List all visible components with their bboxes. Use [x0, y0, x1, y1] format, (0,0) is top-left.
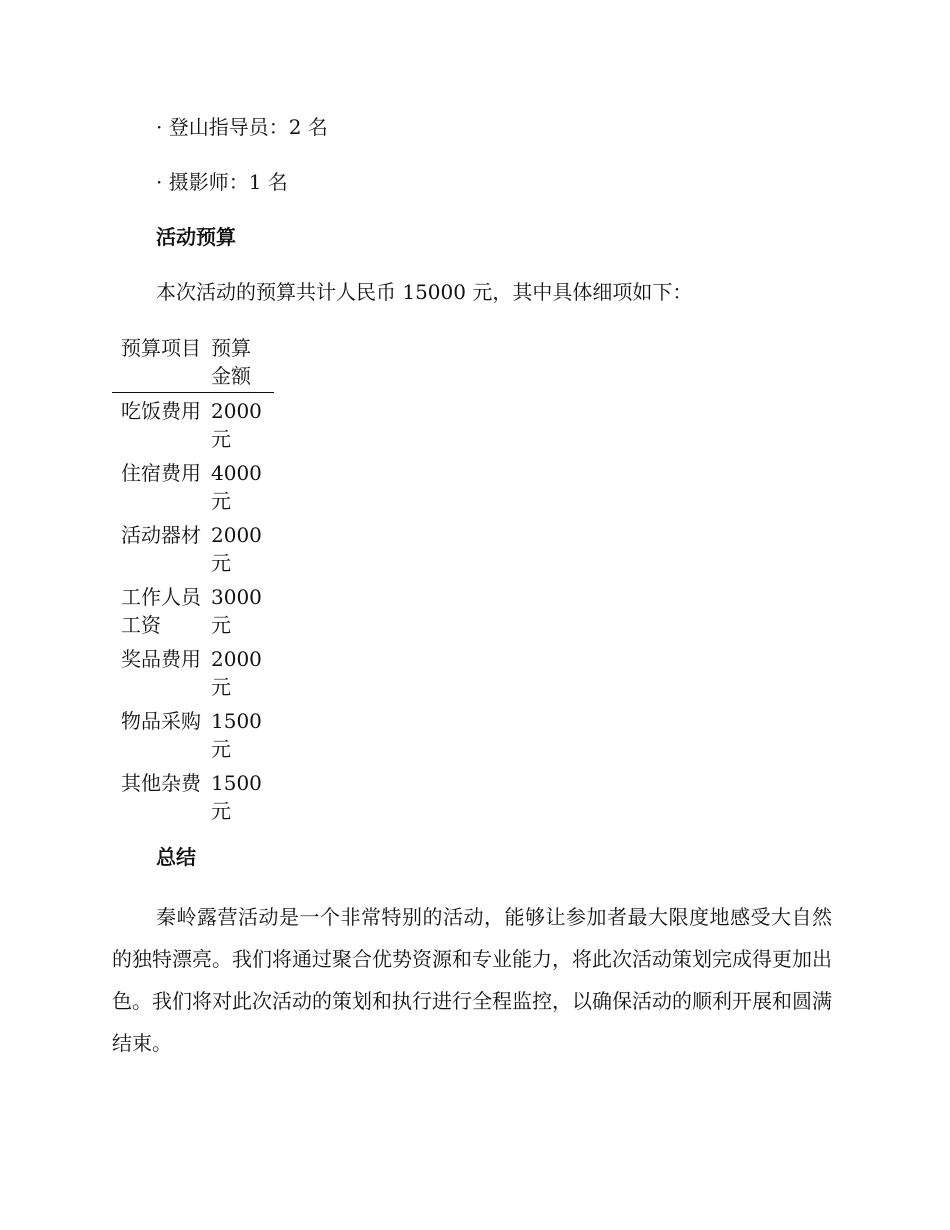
row-item: 工作人员工资	[121, 585, 201, 637]
row-amount-unit: 元	[211, 613, 231, 637]
header-amount-line2: 金额	[211, 364, 251, 388]
row-amount	[202, 521, 274, 583]
row-amount	[202, 459, 274, 521]
row-item: 其他杂费	[121, 771, 201, 795]
row-amount-unit: 元	[211, 489, 231, 513]
row-amount	[202, 769, 274, 831]
table-row	[112, 397, 274, 459]
row-item: 住宿费用	[121, 461, 201, 485]
row-amount-value: 4000	[211, 461, 262, 485]
row-item: 物品采购	[121, 709, 201, 733]
header-amount	[202, 334, 274, 392]
row-amount-unit: 元	[211, 799, 231, 823]
row-amount-unit: 元	[211, 551, 231, 575]
table-row	[112, 521, 274, 583]
summary-paragraph: 秦岭露营活动是一个非常特别的活动，能够让参加者最大限度地感受大自然的独特漂亮。我们将通过聚合优势资源和专业能力，将此次活动策划完成得更加出色。我们将对此次活动的策划和执行进行全程监控，以确保活动的顺利开展和圆满结束。	[112, 905, 832, 1055]
row-amount-value: 3000	[211, 585, 262, 609]
row-amount-unit: 元	[211, 675, 231, 699]
summary-heading: 总结	[156, 845, 196, 869]
row-amount-value: 2000	[211, 647, 262, 671]
staff-bullet-photographer: · 摄影师：1 名	[156, 170, 288, 194]
table-row	[112, 459, 274, 521]
staff-bullet-guide: · 登山指导员：2 名	[156, 115, 328, 139]
row-amount	[202, 397, 274, 459]
row-amount	[202, 707, 274, 769]
row-amount-value: 2000	[211, 399, 262, 423]
row-amount	[202, 645, 274, 707]
budget-table-header	[112, 334, 274, 393]
header-item: 预算项目	[121, 336, 201, 360]
row-amount-value: 1500	[211, 771, 262, 795]
budget-heading: 活动预算	[156, 225, 236, 249]
budget-table	[112, 334, 274, 831]
row-item: 吃饭费用	[121, 399, 201, 423]
table-row	[112, 645, 274, 707]
row-amount-value: 1500	[211, 709, 262, 733]
row-amount-unit: 元	[211, 737, 231, 761]
table-row	[112, 707, 274, 769]
row-item: 奖品费用	[121, 647, 201, 671]
table-row	[112, 583, 274, 645]
row-item: 活动器材	[121, 523, 201, 547]
row-amount-value: 2000	[211, 523, 262, 547]
row-amount-unit: 元	[211, 427, 231, 451]
header-amount-line1: 预算	[211, 336, 251, 360]
row-amount	[202, 583, 274, 645]
budget-intro: 本次活动的预算共计人民币 15000 元，其中具体细项如下：	[156, 280, 693, 304]
table-row	[112, 769, 274, 831]
